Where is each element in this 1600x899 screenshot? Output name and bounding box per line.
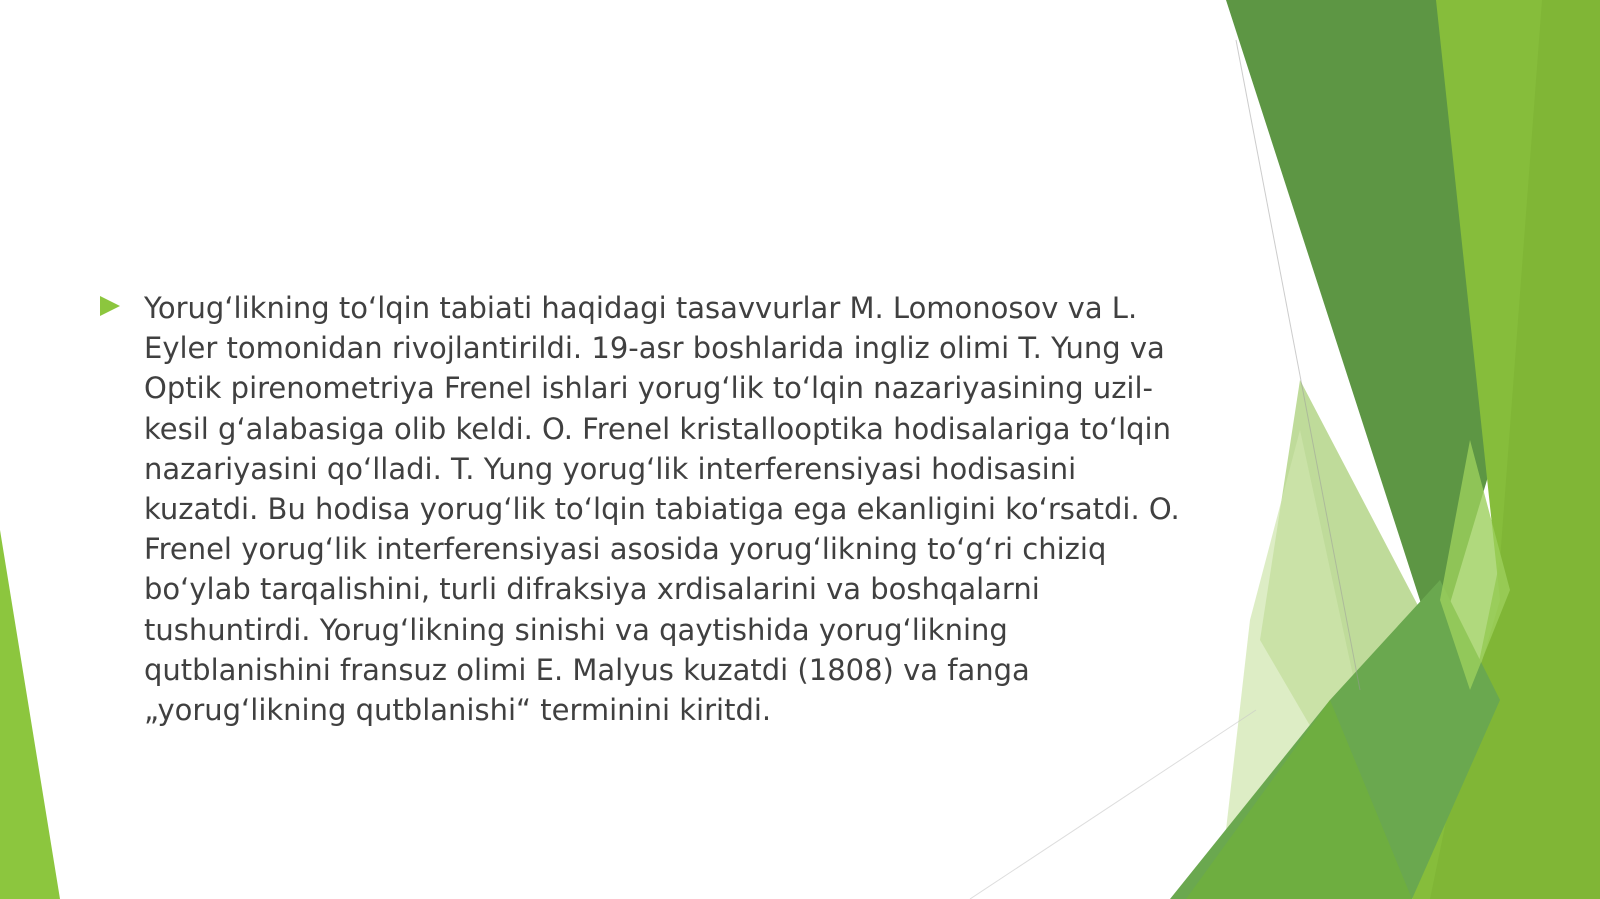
body-paragraph: Yorug‘likning to‘lqin tabiati haqidagi tasavvurlar M. Lomonosov va L. Eyler tomonidan rivojlantirildi. 19-asr boshlarida ingliz olimi T. Yung va Optik pirenometriya Frenel ishlari yorug‘lik to‘lqin nazariyasining uzil-kesil g‘alabasiga olib keldi. O. Frenel kristallooptika hodisalariga to‘lqin nazariyasini qo‘lladi. T. Yung yorug‘lik interferensiyasi hodisasini kuzatdi. Bu hodisa yorug‘lik to‘lqin tabiatiga ega ekanligini ko‘rsatdi. O. Frenel yorug‘lik interferensiyasi asosida yorug‘likning to‘g‘ri chiziq bo‘ylab tarqalishini, turli difraksiya xrdisalarini va boshqalarni tushuntirdi. Yorug‘likning sinishi va qaytishida yorug‘likning qutblanishini fransuz olimi E. Malyus kuzatdi (1808) va fanga „yorug‘likning qutblanishi“ terminini kiritdi. xyxy=(144,291,1180,728)
left-green-shape xyxy=(0,530,60,899)
bullet-item xyxy=(100,288,1190,730)
triangle-bullet-icon xyxy=(100,296,120,316)
